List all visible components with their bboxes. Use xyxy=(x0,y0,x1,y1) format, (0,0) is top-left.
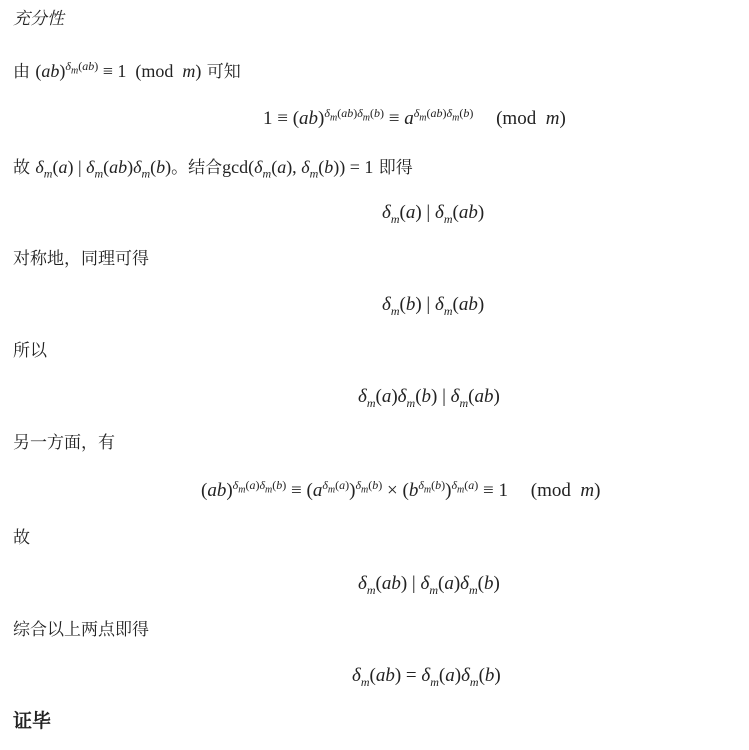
text-line-3: 对称地，同理可得 xyxy=(13,249,149,269)
display-formula-5: $(ab)^{\delta_m(a)\delta_m(b)} \equiv (a^{\delta_m(a)})^{\delta_m(b)} \times (b^{\delta_m(b)})^{\delta_m(a)} \equiv 1$ (mod m) xyxy=(201,477,601,501)
display-formula-7: $\delta_m(ab) = \delta_m(a)\delta_m(b)$ xyxy=(352,665,501,689)
display-formula-1: $1 \equiv (ab)^{\delta_m(ab)\delta_m(b)} \equiv a^{\delta_m(ab)\delta_m(b)}$ (mod m) xyxy=(263,105,566,129)
text-line-2 xyxy=(13,152,413,182)
line1-suffix: 可知 xyxy=(206,62,241,82)
display-formula-4: $\delta_m(a)\delta_m(b)$ | $\delta_m(ab)$ xyxy=(358,386,500,410)
heading-sufficiency: 充分性 xyxy=(13,9,64,29)
line2-suffix: 即得 xyxy=(378,158,413,178)
text-line-4: 所以 xyxy=(13,341,47,361)
line2-prefix: 故 xyxy=(13,158,30,178)
text-line-5: 另一方面，有 xyxy=(13,433,115,453)
line2-formula-a: $\delta_m(a)$ | $\delta_m(ab)\delta_m(b)$ xyxy=(35,157,172,181)
line1-formula: (ab)$^{\delta_m(ab)}$ ≡ 1 (mod m) xyxy=(35,59,202,81)
text-line-7: 综合以上两点即得 xyxy=(13,620,149,640)
line2-mid: 。结合 xyxy=(171,158,223,178)
heading-qed: 证毕 xyxy=(13,710,52,732)
display-formula-3: $\delta_m(b)$ | $\delta_m(ab)$ xyxy=(382,294,485,318)
line2-formula-b: $\gcd(\delta_m(a)$, $\delta_m(b)) = 1$ xyxy=(222,157,374,181)
line1-prefix: 由 xyxy=(13,62,30,82)
text-line-6: 故 xyxy=(13,528,30,548)
text-line-1 xyxy=(13,56,241,86)
display-formula-6: $\delta_m(ab)$ | $\delta_m(a)\delta_m(b)$ xyxy=(358,573,500,597)
display-formula-2: $\delta_m(a)$ | $\delta_m(ab)$ xyxy=(382,202,485,226)
